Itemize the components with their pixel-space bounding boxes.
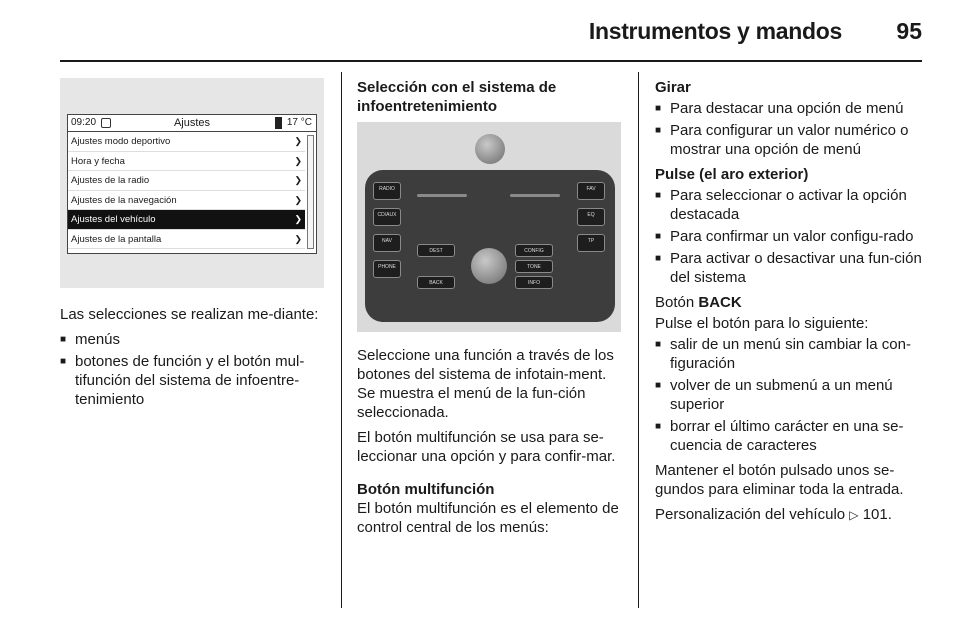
paragraph: El botón multifunción es el elemento de control central de los menús:: [357, 500, 619, 536]
screen-time: 09:20: [71, 117, 97, 128]
subheading: Botón multifunción: [357, 481, 495, 498]
back-heading: Botón BACK: [655, 294, 742, 311]
panel-button[interactable]: CONFIG: [515, 244, 553, 257]
volume-knob[interactable]: [475, 134, 505, 164]
paragraph: El botón multifunción se usa para se-leccionar una opción y para confir-mar.: [357, 429, 616, 465]
selection-list: [60, 330, 328, 409]
list-item: ■ Para destacar una opción de menú: [655, 99, 923, 118]
panel-button[interactable]: CD/AUX: [373, 208, 401, 226]
panel-button[interactable]: BACK: [417, 276, 455, 289]
list-item: ■ botones de función y el botón mul-tifunción del sistema de infoentre-tenimiento: [60, 352, 328, 409]
menu-item[interactable]: Ajustes modo deportivo ❯: [68, 132, 305, 152]
list-item: ■ Para configurar un valor numérico o mostrar una opción de menú: [655, 121, 923, 159]
column-divider-2: [638, 72, 639, 608]
page-number: 95: [896, 18, 922, 44]
list-item: ■ Para confirmar un valor configu-rado: [655, 227, 923, 246]
menu-item[interactable]: Ajustes de la radio ❯: [68, 171, 305, 191]
screen-temperature: 17 °C: [286, 117, 312, 128]
chevron-right-icon: ❯: [294, 136, 302, 146]
infotainment-panel: [365, 170, 615, 322]
paragraph: Seleccione una función a través de los botones del sistema de infotain-ment. Se muestra el menú de la fun-ción seleccionada.: [357, 347, 614, 421]
menu-item[interactable]: Ajustes de la pantalla ❯: [68, 230, 305, 250]
column-2-heading: [357, 78, 625, 122]
press-list: [655, 186, 923, 287]
paragraph: Mantener el botón pulsado unos se-gundos para eliminar toda la entrada.: [655, 462, 904, 498]
subheading: Pulse (el aro exterior): [655, 166, 809, 183]
thermometer-icon: [275, 117, 282, 129]
panel-button[interactable]: PHONE: [373, 260, 401, 278]
infotainment-panel-figure: [357, 122, 621, 332]
list-item: ■ salir de un menú sin cambiar la con-figuración: [655, 335, 923, 373]
rotate-list: [655, 99, 923, 159]
back-list: [655, 335, 923, 455]
panel-button[interactable]: TONE: [515, 260, 553, 273]
settings-screen-figure: [60, 78, 324, 288]
preset-buttons-right[interactable]: [510, 194, 560, 197]
list-item: ■ volver de un submenú a un menú superior: [655, 376, 923, 414]
screen-title: Ajustes: [173, 117, 211, 129]
page-title: Instrumentos y mandos: [588, 18, 842, 44]
multifunction-knob[interactable]: [471, 248, 507, 284]
panel-button[interactable]: INFO: [515, 276, 553, 289]
panel-button[interactable]: DEST: [417, 244, 455, 257]
settings-screen: [67, 114, 317, 254]
page-header: [0, 0, 960, 60]
scrollbar[interactable]: [307, 135, 314, 249]
column-divider-1: [341, 72, 342, 608]
preset-buttons-left[interactable]: [417, 194, 467, 197]
chevron-right-icon: ❯: [294, 155, 302, 166]
paragraph: Pulse el botón para lo siguiente:: [655, 315, 869, 332]
column-2-text: [357, 346, 625, 543]
screen-status-bar: [68, 115, 316, 132]
panel-button[interactable]: FAV: [577, 182, 605, 200]
header-rule: [60, 60, 922, 62]
subheading: Girar: [655, 79, 691, 96]
menu-item[interactable]: Hora y fecha ❯: [68, 152, 305, 172]
column-3-text: [655, 78, 923, 531]
menu-item-selected[interactable]: Ajustes del vehículo ❯: [68, 210, 305, 230]
reference-arrow-icon: ▷: [849, 508, 859, 522]
chevron-right-icon: ❯: [294, 175, 302, 185]
panel-button[interactable]: RADIO: [373, 182, 401, 200]
section-heading: Selección con el sistema de infoentretenimiento: [357, 79, 557, 115]
list-item: ■ Para seleccionar o activar la opción destacada: [655, 186, 923, 224]
intro-text: Las selecciones se realizan me-diante:: [60, 306, 319, 323]
panel-button[interactable]: TP: [577, 234, 605, 252]
menu-item[interactable]: Ajustes de la navegación ❯: [68, 191, 305, 211]
chevron-right-icon: ❯: [294, 214, 302, 224]
chevron-right-icon: ❯: [294, 194, 302, 205]
panel-button[interactable]: EQ: [577, 208, 605, 226]
list-item: ■ Para activar o desactivar una fun-ción del sistema: [655, 249, 923, 287]
list-item: ■ menús: [60, 330, 328, 349]
list-item: ■ borrar el último carácter en una se-cuencia de caracteres: [655, 417, 923, 455]
cross-reference: Personalización del vehículo ▷ 101.: [655, 506, 892, 523]
panel-button[interactable]: NAV: [373, 234, 401, 252]
chevron-right-icon: ❯: [294, 233, 302, 244]
column-1-text: [60, 305, 328, 415]
